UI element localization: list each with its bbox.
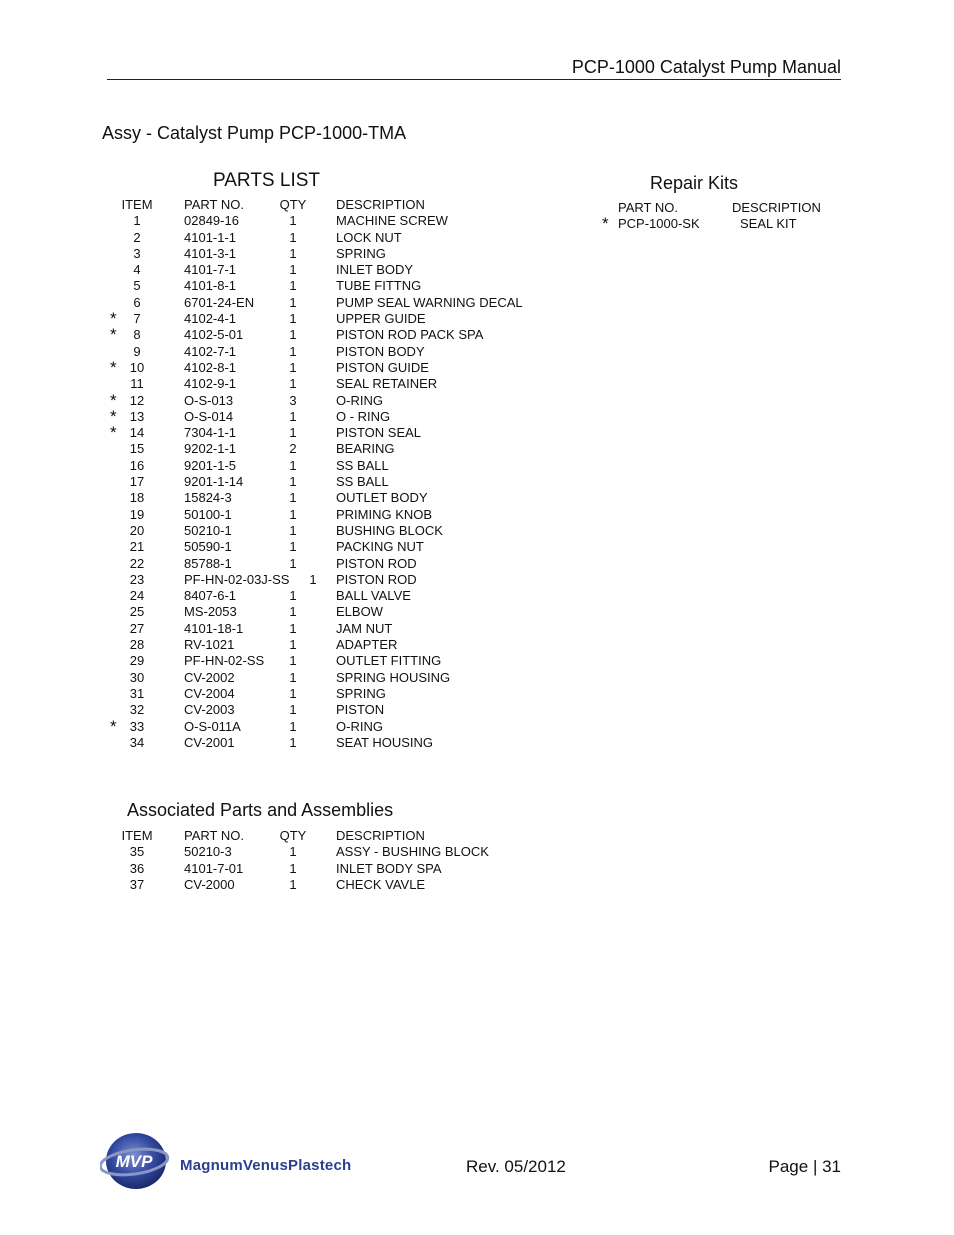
description: O - RING — [336, 408, 391, 424]
quantity: 1 — [289, 474, 297, 490]
item-number: 27 — [129, 620, 145, 636]
quantity: 2 — [289, 441, 297, 457]
table-row — [110, 246, 570, 262]
quantity: 1 — [289, 653, 297, 669]
quantity: 1 — [289, 876, 297, 892]
quantity: 1 — [289, 506, 297, 522]
associated-parts-table — [110, 828, 570, 893]
quantity: 1 — [289, 294, 297, 310]
table-row — [110, 213, 570, 229]
item-number: 23 — [129, 571, 145, 587]
parts-list-header-row — [110, 197, 570, 213]
col-header-part-no: PART NO. — [184, 197, 244, 212]
table-row — [110, 861, 570, 877]
repair-kit-marker: * — [110, 716, 117, 736]
part-number: 9201-1-14 — [184, 474, 244, 490]
table-row — [110, 653, 570, 669]
table-row — [110, 311, 570, 327]
description: SS BALL — [336, 474, 389, 490]
item-number: 35 — [129, 844, 145, 860]
item-number: 20 — [129, 522, 145, 538]
item-number: 33 — [129, 718, 145, 734]
part-number: 4102-9-1 — [184, 376, 237, 392]
item-number: 12 — [129, 392, 145, 408]
col-header-part-no: PART NO. — [184, 828, 244, 843]
part-number: CV-2004 — [184, 685, 235, 701]
col-header-description: DESCRIPTION — [732, 200, 821, 215]
part-number: 50210-1 — [184, 522, 232, 538]
quantity: 1 — [289, 734, 297, 750]
repair-kits-table — [602, 200, 842, 233]
quantity: 1 — [289, 702, 297, 718]
description: PISTON ROD — [336, 555, 417, 571]
repair-kit-marker: * — [110, 423, 117, 443]
header-divider — [107, 79, 841, 80]
description: SPRING — [336, 245, 386, 261]
table-row — [110, 686, 570, 702]
description: INLET BODY — [336, 262, 414, 278]
description: LOCK NUT — [336, 229, 402, 245]
item-number: 1 — [133, 213, 141, 229]
part-number: 4101-18-1 — [184, 620, 244, 636]
table-row — [110, 539, 570, 555]
manual-title: PCP-1000 Catalyst Pump Manual — [571, 57, 841, 77]
item-number: 6 — [133, 294, 141, 310]
table-row — [110, 621, 570, 637]
description: BEARING — [336, 441, 395, 457]
repair-kit-marker: * — [602, 214, 609, 234]
description: SS BALL — [336, 457, 389, 473]
description: ADAPTER — [336, 637, 398, 653]
table-row — [110, 344, 570, 360]
logo-mark-text: MVP — [115, 1152, 153, 1171]
quantity: 1 — [289, 457, 297, 473]
repair-kits-heading: Repair Kits — [650, 173, 739, 193]
item-number: 36 — [129, 860, 145, 876]
col-header-part-no: PART NO. — [618, 200, 678, 215]
item-number: 13 — [129, 408, 145, 424]
quantity: 1 — [289, 588, 297, 604]
part-number: 50590-1 — [184, 539, 232, 555]
table-row — [110, 406, 570, 426]
item-number: 2 — [133, 229, 141, 245]
quantity: 3 — [289, 392, 297, 408]
quantity: 1 — [289, 262, 297, 278]
description: OUTLET FITTING — [336, 653, 442, 669]
quantity: 1 — [289, 213, 297, 229]
description: SPRING HOUSING — [336, 669, 451, 685]
page-number: Page | 31 — [768, 1157, 841, 1176]
company-name: MagnumVenusPlastech — [180, 1157, 352, 1174]
quantity: 1 — [289, 229, 297, 245]
quantity: 1 — [289, 311, 297, 327]
item-number: 34 — [129, 734, 145, 750]
description: JAM NUT — [336, 620, 393, 636]
table-row — [110, 327, 570, 343]
part-number: 50210-3 — [184, 844, 232, 860]
table-row — [110, 490, 570, 506]
description: BALL VALVE — [336, 588, 411, 604]
item-number: 10 — [129, 359, 145, 375]
quantity: 1 — [289, 860, 297, 876]
item-number: 5 — [133, 278, 141, 294]
description: PISTON SEAL — [336, 425, 422, 441]
item-number: 9 — [133, 343, 141, 359]
item-number: 4 — [133, 262, 141, 278]
table-row — [110, 376, 570, 392]
quantity: 1 — [289, 522, 297, 538]
quantity: 1 — [289, 408, 297, 424]
description: O-RING — [336, 392, 383, 408]
table-row — [110, 474, 570, 490]
table-row — [110, 716, 570, 736]
parts-list-heading: PARTS LIST — [213, 170, 320, 191]
description: SPRING — [336, 685, 386, 701]
associated-header-row — [110, 828, 570, 844]
item-number: 22 — [129, 555, 145, 571]
description: PACKING NUT — [336, 539, 424, 555]
part-number: CV-2003 — [184, 702, 235, 718]
table-row — [110, 523, 570, 539]
part-number: 4101-7-01 — [184, 860, 244, 876]
part-number: CV-2001 — [184, 734, 235, 750]
table-row — [110, 572, 570, 588]
quantity: 1 — [289, 278, 297, 294]
part-number: O-S-014 — [184, 408, 234, 424]
quantity: 1 — [289, 343, 297, 359]
revision-date: Rev. 05/2012 — [466, 1157, 566, 1176]
table-row — [110, 735, 570, 751]
part-number: PCP-1000-SK — [618, 216, 700, 232]
repair-kit-marker: * — [110, 309, 117, 329]
quantity: 1 — [289, 539, 297, 555]
description: TUBE FITTNG — [336, 278, 422, 294]
part-number: 4102-5-01 — [184, 327, 244, 343]
col-header-description: DESCRIPTION — [336, 197, 425, 212]
repair-kit-marker: * — [110, 357, 117, 377]
table-row — [110, 425, 570, 441]
item-number: 31 — [129, 685, 145, 701]
part-number: 4101-1-1 — [184, 229, 237, 245]
description: PISTON ROD — [336, 571, 417, 587]
table-row — [110, 556, 570, 572]
description: PISTON — [336, 702, 385, 718]
col-header-description: DESCRIPTION — [336, 828, 425, 843]
item-number: 24 — [129, 588, 145, 604]
item-number: 17 — [129, 474, 145, 490]
description: SEAL RETAINER — [336, 376, 438, 392]
table-row — [110, 390, 570, 410]
part-number: 4102-7-1 — [184, 343, 237, 359]
part-number: 8407-6-1 — [184, 588, 237, 604]
table-row — [110, 588, 570, 604]
table-row — [110, 877, 570, 893]
item-number: 37 — [129, 876, 145, 892]
description: SEAT HOUSING — [336, 734, 434, 750]
table-row — [110, 604, 570, 620]
quantity: 1 — [289, 359, 297, 375]
quantity: 1 — [289, 245, 297, 261]
part-number: 4101-3-1 — [184, 245, 237, 261]
quantity: 1 — [289, 555, 297, 571]
item-number: 25 — [129, 604, 145, 620]
part-number: 6701-24-EN — [184, 294, 255, 310]
part-number: 9201-1-5 — [184, 457, 237, 473]
repair-kit-marker: * — [110, 325, 117, 345]
mvp-logo — [100, 1131, 170, 1191]
table-row — [110, 262, 570, 278]
part-number: 4102-8-1 — [184, 359, 237, 375]
table-row — [110, 458, 570, 474]
col-header-item: ITEM — [121, 197, 153, 212]
col-header-item: ITEM — [121, 828, 153, 843]
part-number: 9202-1-1 — [184, 441, 237, 457]
quantity: 1 — [289, 718, 297, 734]
item-number: 32 — [129, 702, 145, 718]
repair-kit-marker: * — [110, 406, 117, 426]
part-number: 4101-7-1 — [184, 262, 237, 278]
table-row — [110, 702, 570, 718]
table-row — [110, 357, 570, 377]
part-number: 4102-4-1 — [184, 311, 237, 327]
description: CHECK VAVLE — [336, 876, 426, 892]
table-row — [110, 278, 570, 294]
description: SEAL KIT — [740, 216, 797, 232]
description: UPPER GUIDE — [336, 311, 426, 327]
quantity: 1 — [289, 490, 297, 506]
part-number: PF-HN-02-03J-SS — [184, 571, 290, 587]
part-number: PF-HN-02-SS — [184, 653, 265, 669]
table-row — [110, 670, 570, 686]
quantity: 1 — [309, 571, 317, 587]
quantity: 1 — [289, 620, 297, 636]
item-number: 11 — [130, 376, 144, 392]
item-number: 16 — [129, 457, 145, 473]
item-number: 29 — [129, 653, 145, 669]
table-row — [110, 637, 570, 653]
item-number: 15 — [129, 441, 145, 457]
part-number: 50100-1 — [184, 506, 232, 522]
item-number: 18 — [129, 490, 145, 506]
item-number: 30 — [129, 669, 145, 685]
part-number: 4101-8-1 — [184, 278, 237, 294]
table-row — [110, 507, 570, 523]
description: O-RING — [336, 718, 383, 734]
part-number: 85788-1 — [184, 555, 232, 571]
description: PISTON BODY — [336, 343, 425, 359]
table-row — [110, 441, 570, 457]
assembly-title: Assy - Catalyst Pump PCP-1000-TMA — [102, 123, 407, 143]
item-number: 7 — [133, 311, 141, 327]
repair-kits-header-row — [602, 200, 842, 216]
quantity: 1 — [289, 844, 297, 860]
col-header-qty: QTY — [279, 197, 307, 212]
quantity: 1 — [289, 604, 297, 620]
item-number: 19 — [129, 506, 145, 522]
part-number: 02849-16 — [184, 213, 239, 229]
description: ASSY - BUSHING BLOCK — [336, 844, 489, 860]
part-number: MS-2053 — [184, 604, 237, 620]
item-number: 14 — [129, 425, 145, 441]
item-number: 8 — [133, 327, 141, 343]
description: INLET BODY SPA — [336, 860, 442, 876]
part-number: CV-2000 — [184, 876, 235, 892]
associated-parts-heading: Associated Parts and Assemblies — [127, 800, 394, 820]
quantity: 1 — [289, 327, 297, 343]
table-row — [110, 230, 570, 246]
description: MACHINE SCREW — [336, 213, 448, 229]
quantity: 1 — [289, 376, 297, 392]
part-number: CV-2002 — [184, 669, 235, 685]
description: ELBOW — [336, 604, 383, 620]
description: PUMP SEAL WARNING DECAL — [336, 294, 523, 310]
item-number: 28 — [129, 637, 145, 653]
part-number: 15824-3 — [184, 490, 232, 506]
quantity: 1 — [289, 637, 297, 653]
part-number: O-S-011A — [184, 718, 241, 734]
item-number: 21 — [129, 539, 145, 555]
description: BUSHING BLOCK — [336, 522, 443, 538]
part-number: O-S-013 — [184, 392, 234, 408]
quantity: 1 — [289, 685, 297, 701]
table-row — [110, 844, 570, 860]
quantity: 1 — [289, 425, 297, 441]
col-header-qty: QTY — [279, 828, 307, 843]
description: PRIMING KNOB — [336, 506, 433, 522]
repair-kit-marker: * — [110, 390, 117, 410]
parts-list-table — [110, 197, 570, 751]
description: PISTON ROD PACK SPA — [336, 327, 484, 343]
part-number: 7304-1-1 — [184, 425, 237, 441]
item-number: 3 — [133, 245, 141, 261]
table-row — [110, 295, 570, 311]
quantity: 1 — [289, 669, 297, 685]
description: OUTLET BODY — [336, 490, 428, 506]
description: PISTON GUIDE — [336, 359, 429, 375]
part-number: RV-1021 — [184, 637, 235, 653]
table-row — [602, 216, 842, 232]
